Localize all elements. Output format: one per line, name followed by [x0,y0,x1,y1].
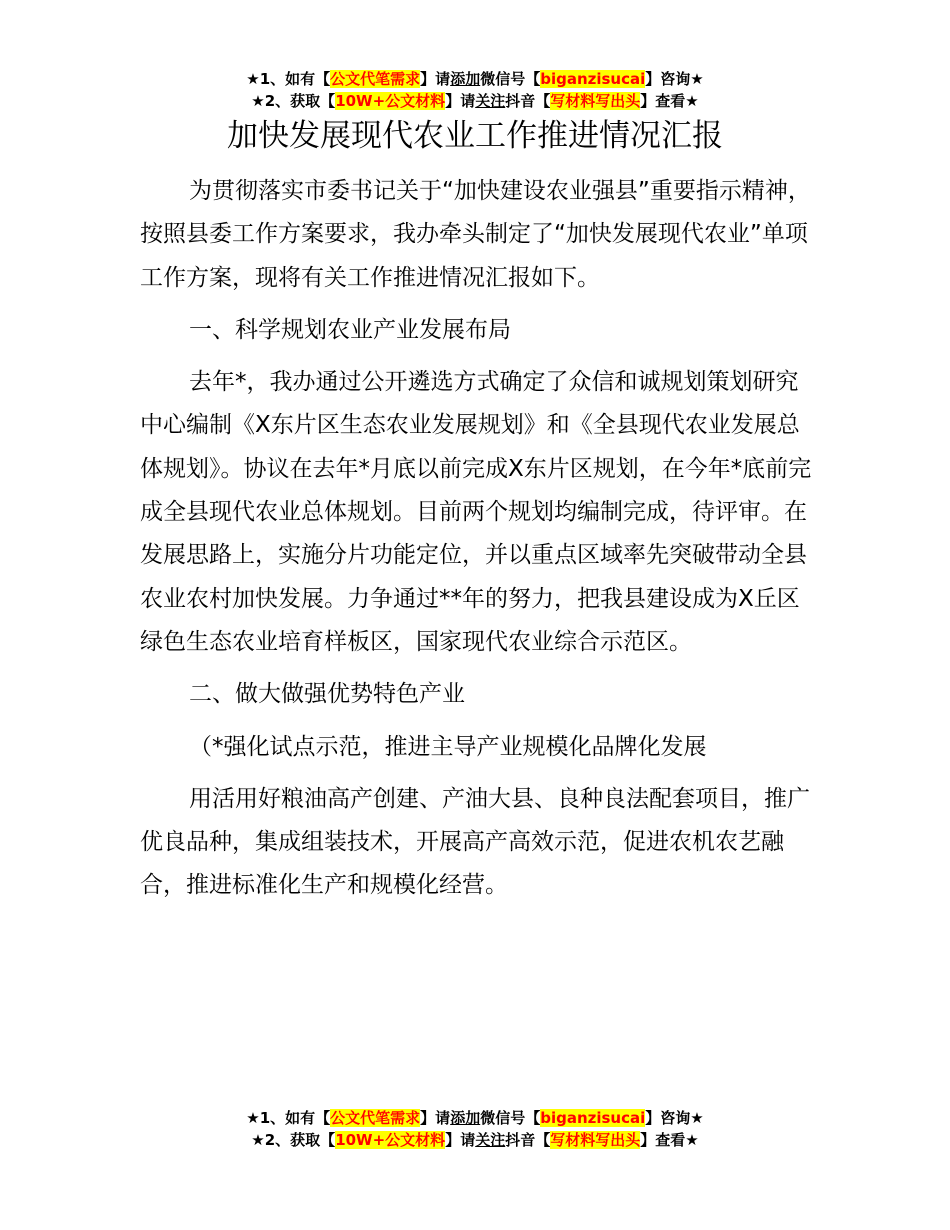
document-body [140,170,820,917]
promo-line-2-underline: 关注 [475,92,506,110]
promo-line-2-mid1: 】请 [445,92,476,110]
paragraph-intro: 为贯彻落实市委书记关于“加快建设农业强县”重要指示精神，按照县委工作方案要求，我办牵头制定了“加快发展现代农业”单项工作方案，现将有关工作推进情况汇报如下。 [140,178,811,291]
promo-line-2-highlight-materials: 10W+公文材料 [335,92,446,110]
promo-line-2-mid1: 】请 [445,1131,476,1149]
subsection-heading-1: （*强化试点示范，推进主导产业规模化品牌化发展 [189,733,707,760]
promo-header [0,68,950,112]
promo-line-2-prefix: ★2、获取【 [251,92,336,110]
promo-line-2-highlight-materials: 10W+公文材料 [335,1131,446,1149]
promo-line-1 [0,68,950,90]
promo-line-2-underline: 关注 [475,1131,506,1149]
promo-footer [0,1107,950,1151]
promo-line-1-suffix: 】咨询★ [645,70,704,88]
promo-line-2-highlight-douyin: 写材料写出头 [550,92,641,110]
promo-line-1-highlight-wechat: biganzisucai [540,1109,646,1127]
promo-line-1-prefix: ★1、如有【 [246,1109,331,1127]
promo-line-2-suffix: 】查看★ [640,1131,699,1149]
promo-line-1-underline: 添加 [450,70,481,88]
promo-line-1-highlight-service: 公文代笔需求 [330,1109,421,1127]
promo-line-1-highlight-service: 公文代笔需求 [330,70,421,88]
section-heading-1: 一、科学规划农业产业发展布局 [189,316,511,343]
paragraph-planning: 去年*，我办通过公开遴选方式确定了众信和诚规划策划研究中心编制《X东片区生态农业发展规划》和《全县现代农业发展总体规划》。协议在去年*月底以前完成X东片区规划，在今年*底前完成全县现代农业总体规划。目前两个规划均编制完成，待评审。在发展思路上，实施分片功能定位，并以重点区域率先突破带动全县农业农村加快发展。力争通过**年的努力，把我县建设成为X丘区绿色生态农业培育样板区，国家现代农业综合示范区。 [140,369,812,655]
promo-line-1-highlight-wechat: biganzisucai [540,70,646,88]
promo-line-2-mid2: 抖音【 [505,1131,551,1149]
promo-line-1-mid2: 微信号【 [480,1109,541,1127]
promo-line-1-mid1: 】请 [420,70,451,88]
promo-line-2-mid2: 抖音【 [505,92,551,110]
promo-line-2-suffix: 】查看★ [640,92,699,110]
section-heading-2: 二、做大做强优势特色产业 [189,681,465,708]
promo-line-2 [0,90,950,112]
promo-line-1 [0,1107,950,1129]
promo-line-2 [0,1129,950,1151]
promo-line-1-prefix: ★1、如有【 [246,70,331,88]
promo-line-1-mid1: 】请 [420,1109,451,1127]
document-title: 加快发展现代农业工作推进情况汇报 [227,118,723,154]
promo-line-1-mid2: 微信号【 [480,70,541,88]
paragraph-demonstration: 用活用好粮油高产创建、产油大县、良种良法配套项目，推广优良品种，集成组装技术，开展高产高效示范，促进农机农艺融合，推进标准化生产和规模化经营。 [140,785,810,899]
promo-line-2-highlight-douyin: 写材料写出头 [550,1131,641,1149]
promo-line-1-underline: 添加 [450,1109,481,1127]
promo-line-2-prefix: ★2、获取【 [251,1131,336,1149]
promo-line-1-suffix: 】咨询★ [645,1109,704,1127]
